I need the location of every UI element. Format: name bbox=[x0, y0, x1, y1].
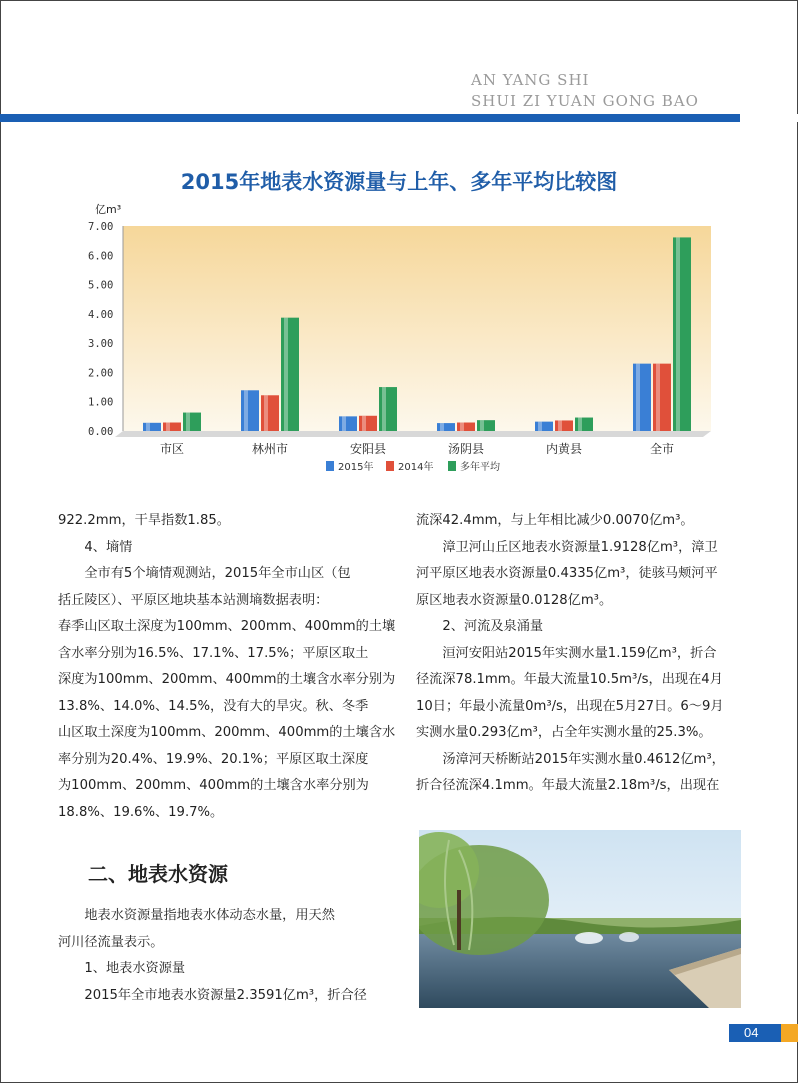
right-paragraph-line: 2、河流及泉涌量 bbox=[416, 619, 544, 634]
left-paragraph-line: 2015年全市地表水资源量2.3591亿m³，折合径 bbox=[58, 987, 367, 1003]
legend-label: 2015年 bbox=[338, 462, 374, 473]
bar bbox=[183, 413, 201, 431]
bar bbox=[379, 387, 397, 431]
bar-highlight bbox=[656, 364, 660, 431]
plot-floor bbox=[115, 431, 711, 437]
left-paragraph-line: 4、墒情 bbox=[58, 539, 133, 555]
park-lake-photo bbox=[419, 830, 741, 1008]
bar-highlight bbox=[480, 420, 484, 431]
x-tick-label: 市区 bbox=[159, 442, 185, 456]
y-axis-label: 亿m³ bbox=[95, 203, 122, 216]
bar-highlight bbox=[342, 416, 346, 431]
bar bbox=[457, 423, 475, 431]
y-tick-label: 6.00 bbox=[88, 250, 114, 263]
x-tick-label: 全市 bbox=[649, 442, 675, 456]
legend-swatch bbox=[386, 461, 394, 471]
bar-highlight bbox=[460, 423, 464, 431]
y-tick-label: 3.00 bbox=[88, 338, 114, 351]
bar bbox=[535, 422, 553, 431]
x-tick-label: 林州市 bbox=[251, 442, 289, 456]
right-paragraph-line: 汤漳河天桥断站2015年实测水量0.4612亿m³， bbox=[416, 751, 725, 767]
left-paragraph-line: 山区取土深度为100mm、200mm、400mm的土壤含水 bbox=[58, 725, 396, 740]
chart-title: 2015年地表水资源量与上年、多年平均比较图 bbox=[180, 170, 618, 194]
left-paragraph-line: 率分别为20.4%、19.9%、20.1%；平原区取土深度 bbox=[58, 751, 369, 767]
right-paragraph-line: 河平原区地表水资源量0.4335亿m³，徒骇马颊河平 bbox=[416, 566, 718, 581]
bar bbox=[673, 237, 691, 431]
y-tick-label: 1.00 bbox=[88, 396, 114, 409]
left-paragraph-line: 括丘陵区）、平原区地块基本站测墒数据表明： bbox=[58, 592, 329, 608]
page-number-accent bbox=[781, 1024, 798, 1042]
bar bbox=[633, 364, 651, 431]
header-bar-end bbox=[740, 114, 798, 122]
x-tick-label: 汤阴县 bbox=[447, 442, 485, 456]
left-paragraph-line: 深度为100mm、200mm、400mm的土壤含水率分别为 bbox=[58, 672, 396, 687]
left-paragraph-line: 922.2mm，干旱指数1.85。 bbox=[58, 513, 230, 528]
right-paragraph-line: 漳卫河山丘区地表水资源量1.9128亿m³，漳卫 bbox=[416, 539, 718, 555]
bar bbox=[339, 416, 357, 431]
bar-highlight bbox=[146, 423, 150, 431]
right-paragraph-line: 原区地表水资源量0.0128亿m³。 bbox=[416, 592, 613, 608]
bar-highlight bbox=[636, 364, 640, 431]
y-tick-label: 4.00 bbox=[88, 308, 114, 321]
left-paragraph-line: 春季山区取土深度为100mm、200mm、400mm的土壤 bbox=[58, 619, 396, 634]
right-paragraph-line: 流深42.4mm，与上年相比减少0.0070亿m³。 bbox=[416, 513, 694, 528]
y-tick-label: 7.00 bbox=[88, 221, 114, 233]
bar bbox=[241, 390, 259, 431]
section-heading: 二、地表水资源 bbox=[88, 862, 228, 886]
plot-area bbox=[123, 226, 711, 431]
bar bbox=[143, 423, 161, 431]
legend-label: 2014年 bbox=[398, 462, 434, 473]
bar-highlight bbox=[538, 422, 542, 431]
bar-highlight bbox=[264, 395, 268, 431]
legend-label: 多年平均 bbox=[460, 462, 500, 473]
bar-highlight bbox=[558, 420, 562, 431]
bar-chart bbox=[0, 195, 798, 485]
header-title bbox=[471, 70, 699, 112]
bar-highlight bbox=[382, 387, 386, 431]
header-line-2: SHUI ZI YUAN GONG BAO bbox=[471, 92, 699, 110]
left-paragraph-line: 13.8%、14.0%、14.5%，没有大的旱灾。秋、冬季 bbox=[58, 698, 369, 714]
bar-highlight bbox=[186, 413, 190, 431]
bar-highlight bbox=[244, 390, 248, 431]
bar bbox=[261, 395, 279, 431]
bar-highlight bbox=[676, 237, 680, 431]
bar bbox=[575, 418, 593, 431]
left-paragraph-line: 全市有5个墒情观测站，2015年全市山区（包 bbox=[58, 566, 351, 581]
left-paragraph-line: 河川径流量表示。 bbox=[58, 934, 164, 950]
left-paragraph-line: 为100mm、200mm、400mm的土壤含水率分别为 bbox=[58, 778, 369, 793]
bar bbox=[163, 423, 181, 431]
bar-highlight bbox=[284, 318, 288, 431]
left-paragraph-line: 含水率分别为16.5%、17.1%、17.5%；平原区取土 bbox=[58, 645, 369, 661]
legend-swatch bbox=[326, 461, 334, 471]
right-paragraph-line: 实测水量0.293亿m³，占全年实测水量的25.3%。 bbox=[416, 725, 712, 740]
right-paragraph-line: 径流深78.1mm。年最大流量10.5m³/s，出现在4月 bbox=[416, 672, 723, 687]
bar bbox=[437, 423, 455, 431]
y-tick-label: 2.00 bbox=[88, 367, 114, 380]
y-tick-label: 0.00 bbox=[88, 426, 114, 438]
y-tick-label: 5.00 bbox=[88, 279, 114, 292]
right-paragraph-line: 折合径流深4.1mm。年最大流量2.18m³/s，出现在 bbox=[416, 778, 720, 793]
bar bbox=[359, 416, 377, 431]
header-line-1: AN YANG SHI bbox=[471, 71, 590, 89]
left-paragraph-line: 地表水资源量指地表水体动态水量，用天然 bbox=[58, 908, 335, 923]
left-paragraph-line: 18.8%、19.6%、19.7%。 bbox=[58, 804, 224, 820]
x-tick-label: 安阳县 bbox=[349, 442, 387, 456]
header-bar bbox=[0, 114, 740, 122]
bar bbox=[653, 364, 671, 431]
right-paragraph-line: 洹河安阳站2015年实测水量1.159亿m³，折合 bbox=[416, 645, 717, 661]
bar-highlight bbox=[578, 418, 582, 431]
right-paragraph-line: 10日；年最小流量0m³/s，出现在5月27日。6～9月 bbox=[416, 698, 724, 714]
bar-highlight bbox=[362, 416, 366, 431]
bar-highlight bbox=[166, 423, 170, 431]
bar bbox=[555, 420, 573, 431]
bar bbox=[281, 318, 299, 431]
left-paragraph-line: 1、地表水资源量 bbox=[58, 961, 186, 976]
bar bbox=[477, 420, 495, 431]
bar-highlight bbox=[440, 423, 444, 431]
x-tick-label: 内黄县 bbox=[545, 442, 583, 456]
legend-swatch bbox=[448, 461, 456, 471]
page-number: 04 bbox=[744, 1025, 759, 1040]
